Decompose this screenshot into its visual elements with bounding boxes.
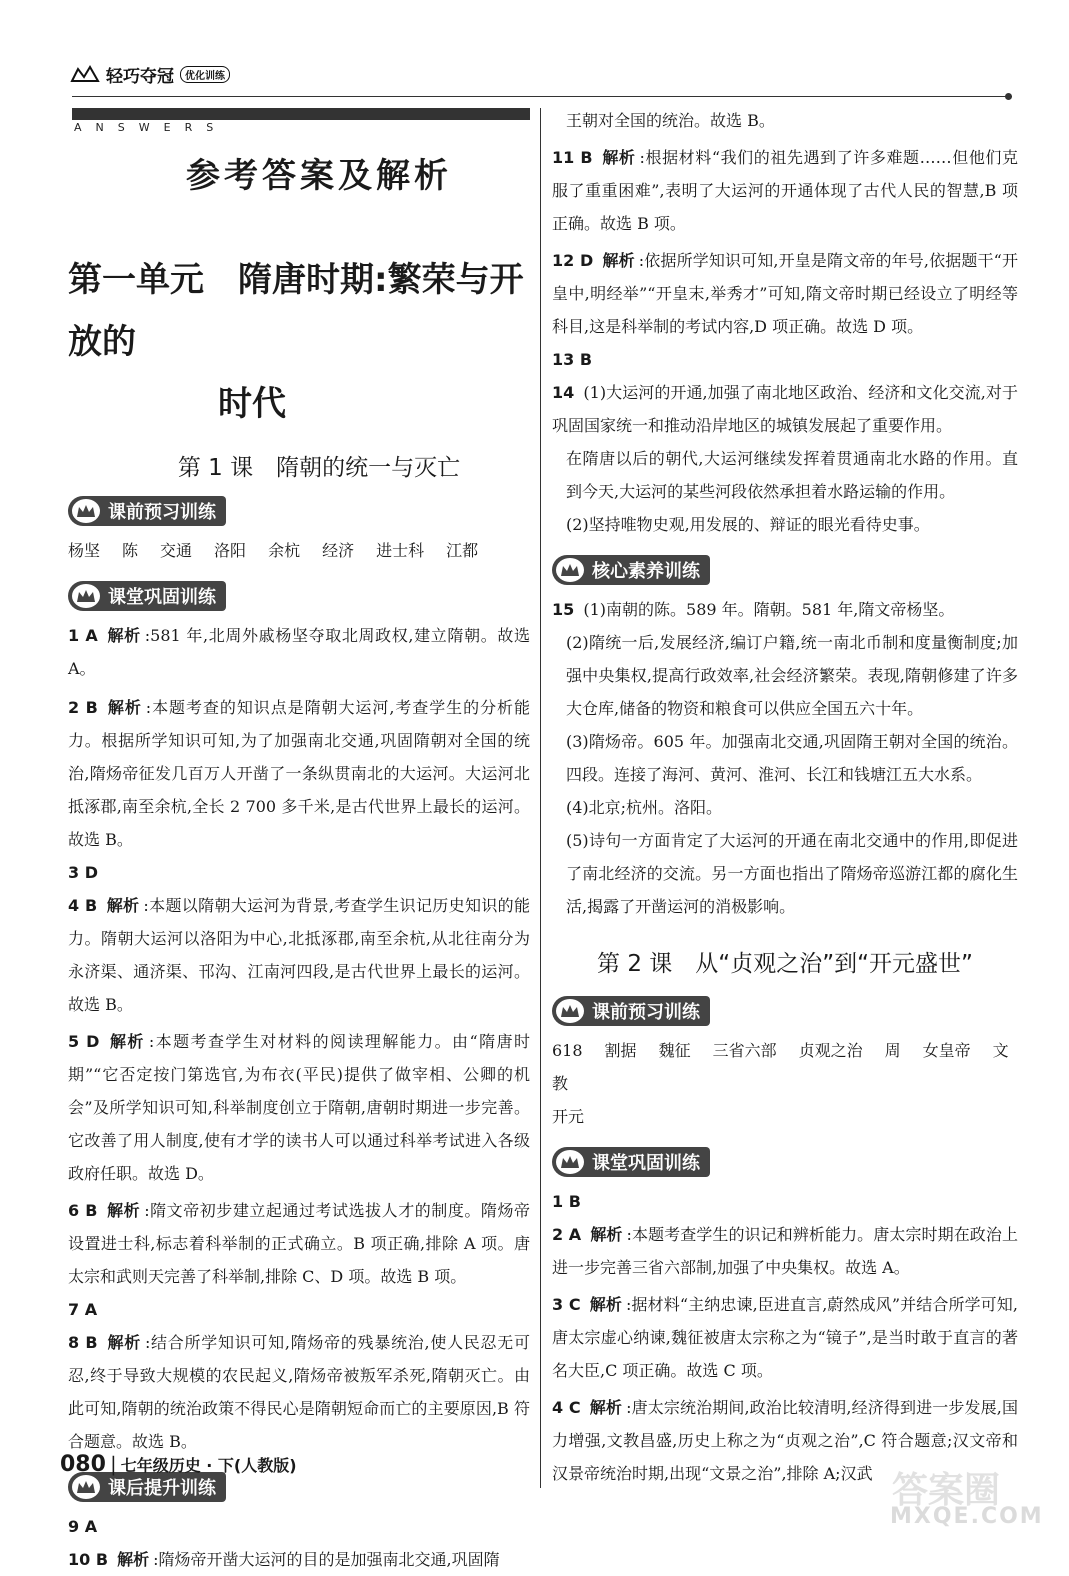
- answer-item: 进士科: [376, 541, 425, 560]
- question-number: 2 A: [552, 1225, 582, 1244]
- answer-item: 文教: [552, 1041, 1009, 1093]
- question-number: 1 B: [552, 1192, 581, 1211]
- page-number: 080: [60, 1452, 106, 1477]
- answer-q15-p2: (2)隋统一后,发展经济,编订户籍,统一南北币制和度量衡制度;加强中央集权,提高行政效率,社会经济繁荣。表现,隋朝修建了许多大仓库,储备的物资和粮食可以供应全国五六十年。: [566, 633, 1018, 718]
- brand: [70, 62, 230, 87]
- answer-text: :依据所学知识可知,开皇是隋文帝的年号,依据题干“开皇中,明经举”“开皇末,举秀才”可知,隋文帝时期已经设立了明经等科目,这是科举制的考试内容,D 项正确。故选 D 项。: [552, 251, 1018, 336]
- question-number: 5 D: [68, 1032, 100, 1051]
- answer-item: 陈: [122, 541, 139, 560]
- answer-item: 杨坚: [68, 541, 101, 560]
- answer-q15-p3: (3)隋炀帝。605 年。加强南北交通,巩固隋王朝对全国的统治。四段。连接了海河、黄河、淮河、长江和钱塘江五大水系。: [566, 732, 1018, 784]
- unit-title-line1: 第一单元 隋唐时期:繁荣与开放的: [68, 260, 524, 362]
- section-label: 课堂巩固训练: [108, 587, 216, 608]
- analysis-tag: 解析: [590, 1225, 623, 1244]
- analysis-tag: 解析: [117, 1550, 150, 1569]
- question-number: 11 B: [552, 148, 593, 167]
- book-title: 七年级历史 · 下(人教版): [120, 1456, 297, 1475]
- question-number: 2 B: [68, 698, 98, 717]
- question-number: 1 A: [68, 626, 98, 645]
- answer-item: 三省六部: [712, 1041, 777, 1060]
- section-label: 课前预习训练: [108, 502, 216, 523]
- question-number: 3 D: [68, 863, 98, 882]
- section-pre-study: [68, 496, 226, 526]
- section-class-practice: [68, 581, 226, 611]
- answer-l2-q3: [552, 1288, 1018, 1387]
- question-number: 10 B: [68, 1550, 109, 1569]
- page-title: 参考答案及解析: [186, 156, 452, 196]
- analysis-tag: 解析: [107, 1201, 141, 1220]
- answer-q13: [552, 343, 1018, 376]
- watermark-logo: 答案圈: [892, 1470, 1001, 1511]
- answer-q14: [552, 376, 1018, 442]
- section-class-practice-2: [552, 1147, 710, 1177]
- section-label: 课后提升训练: [108, 1478, 216, 1499]
- section-label: 课前预习训练: [592, 1002, 700, 1023]
- header-dot: [1005, 93, 1012, 100]
- answer-q14-p3: (2)坚持唯物史观,用发展的、辩证的眼光看待史事。: [566, 515, 930, 534]
- answer-text: :根据材料“我们的祖先遇到了许多难题……但他们克服了重重困难”,表明了大运河的开通体现了古代人民的智慧,B 项正确。故选 B 项。: [552, 148, 1019, 233]
- watermark: [880, 1460, 1060, 1530]
- analysis-tag: 解析: [107, 626, 141, 645]
- analysis-tag: 解析: [589, 1398, 623, 1417]
- right-column: [552, 108, 1018, 1490]
- answer-q1: [68, 619, 530, 685]
- answer-text: :本题考查学生对材料的阅读理解能力。由“隋唐时期”“它否定按门第选官,为布衣(平民)提供了做宰相、公卿的机会”及所学知识可知,科举制度创立于隋朝,唐朝时期进一步完善。它改善了用人制度,使有才学的读书人可以通过科举考试进入各级政府任职。故选 D。: [68, 1032, 530, 1183]
- question-number: 12 D: [552, 251, 594, 270]
- answer-item: 余杭: [268, 541, 301, 560]
- crown-icon: [556, 999, 584, 1023]
- answer-item: 洛阳: [214, 541, 247, 560]
- analysis-tag: 解析: [589, 1295, 622, 1314]
- analysis-tag: 解析: [107, 698, 142, 717]
- analysis-tag: 解析: [109, 1032, 145, 1051]
- answer-q11: [552, 141, 1018, 240]
- footer-separator: |: [109, 1452, 117, 1476]
- watermark-site: MXQE.COM: [890, 1504, 1044, 1529]
- section-pre-study-2: [552, 996, 710, 1026]
- answer-text: :结合所学知识可知,隋炀帝的残暴统治,使人民忍无可忍,终于导致大规模的农民起义,隋炀帝被叛军杀死,隋朝灭亡。由此可知,隋朝的统治政策不得民心是隋朝短命而亡的主要原因,B 符合题意。故选 B。: [68, 1333, 530, 1451]
- lesson2-title: 第 2 课 从“贞观之治”到“开元盛世”: [597, 951, 973, 977]
- brand-name: 轻巧夺冠: [106, 67, 174, 87]
- analysis-tag: 解析: [106, 896, 140, 915]
- crown-icon: [72, 584, 100, 608]
- section-core-literacy: [552, 555, 710, 585]
- pre-answers: [68, 534, 530, 567]
- pre-answers-2: [552, 1034, 1018, 1133]
- answer-item: 女皇帝: [922, 1041, 971, 1060]
- left-column: [68, 108, 530, 1576]
- answer-q10-continued: 王朝对全国的统治。故选 B。: [566, 111, 775, 130]
- answers-label: ANSWERS: [74, 121, 228, 134]
- brand-logo-icon: [70, 65, 100, 85]
- lesson1-title: 第 1 课 隋朝的统一与灭亡: [177, 455, 461, 481]
- answer-text: :隋文帝初步建立起通过考试选拔人才的制度。隋炀帝设置进士科,标志着科举制的正式确立。B 项正确,排除 A 项。唐太宗和武则天完善了科举制,排除 C、D 项。故选 B 项。: [68, 1201, 530, 1286]
- answer-q15-p4: (4)北京;杭州。洛阳。: [566, 798, 723, 817]
- page-footer: [60, 1452, 297, 1477]
- answer-text: (1)南朝的陈。589 年。隋朝。581 年,隋文帝杨坚。: [583, 600, 955, 619]
- answer-q10: [68, 1543, 530, 1576]
- answer-q3: [68, 856, 530, 889]
- answer-q5: [68, 1025, 530, 1190]
- crown-icon: [72, 499, 100, 523]
- answer-item: 交通: [160, 541, 193, 560]
- answer-text: :本题以隋朝大运河为背景,考查学生识记历史知识的能力。隋朝大运河以洛阳为中心,北抵涿郡,南至余杭,从北往南分为永济渠、通济渠、邗沟、江南河四段,是古代世界上最长的运河。故选 B。: [68, 896, 530, 1014]
- unit-title: [68, 249, 530, 435]
- question-number: 9 A: [68, 1517, 98, 1536]
- answer-q12: [552, 244, 1018, 343]
- answer-q7: [68, 1293, 530, 1326]
- question-number: 3 C: [552, 1295, 581, 1314]
- answer-item: 魏征: [658, 1041, 691, 1060]
- answer-q15: [552, 593, 1018, 626]
- answer-q4: [68, 889, 530, 1021]
- answers-bar: [72, 108, 530, 120]
- answer-item: 经济: [322, 541, 355, 560]
- answer-item: 贞观之治: [798, 1041, 863, 1060]
- answer-q6: [68, 1194, 530, 1293]
- section-label: 课堂巩固训练: [592, 1153, 700, 1174]
- answer-text: (1)大运河的开通,加强了南北地区政治、经济和文化交流,对于巩固国家统一和推动沿岸地区的城镇发展起了重要作用。: [552, 383, 1018, 435]
- answer-q9: [68, 1510, 530, 1543]
- answer-text: :581 年,北周外戚杨坚夺取北周政权,建立隋朝。故选 A。: [68, 626, 530, 678]
- question-number: 4 B: [68, 896, 98, 915]
- answer-text: :据材料“主纳忠谏,臣进直言,蔚然成风”并结合所学可知,唐太宗虚心纳谏,魏征被唐太宗称之为“镜子”,是当时敢于直言的著名大臣,C 项正确。故选 C 项。: [552, 1295, 1018, 1380]
- crown-icon: [556, 1150, 584, 1174]
- answer-q15-p5: (5)诗句一方面肯定了大运河的开通在南北交通中的作用,即促进了南北经济的交流。另一方面也指出了隋炀帝巡游江都的腐化生活,揭露了开凿运河的消极影响。: [566, 831, 1018, 916]
- page-header: [62, 60, 1012, 100]
- question-number: 13 B: [552, 350, 593, 369]
- answer-l2-q2: [552, 1218, 1018, 1284]
- answer-item: 618: [552, 1041, 583, 1060]
- question-number: 8 B: [68, 1333, 98, 1352]
- answer-item: 开元: [552, 1107, 585, 1126]
- header-rule: [72, 96, 1012, 97]
- answer-text: :唐太宗统治期间,政治比较清明,经济得到进一步发展,国力增强,文教昌盛,历史上称之为“贞观之治”,C 符合题意;汉文帝和汉景帝统治时期,出现“文景之治”,排除 A;汉武: [552, 1398, 1018, 1483]
- answer-l2-q1: [552, 1185, 1018, 1218]
- answer-text: :本题考查学生的识记和辨析能力。唐太宗时期在政治上进一步完善三省六部制,加强了中央集权。故选 A。: [552, 1225, 1018, 1277]
- question-number: 15: [552, 600, 575, 619]
- answer-q8: [68, 1326, 530, 1458]
- answer-text: :隋炀帝开凿大运河的目的是加强南北交通,巩固隋: [153, 1550, 500, 1569]
- analysis-tag: 解析: [107, 1333, 141, 1352]
- crown-icon: [556, 558, 584, 582]
- question-number: 4 C: [552, 1398, 581, 1417]
- analysis-tag: 解析: [602, 148, 636, 167]
- answer-q14-p2: 在隋唐以后的朝代,大运河继续发挥着贯通南北水路的作用。直到今天,大运河的某些河段依然承担着水路运输的作用。: [566, 449, 1018, 501]
- brand-tag: 优化训练: [180, 66, 230, 83]
- column-divider: [540, 108, 541, 1488]
- analysis-tag: 解析: [602, 251, 635, 270]
- answer-item: 割据: [604, 1041, 637, 1060]
- question-number: 7 A: [68, 1300, 98, 1319]
- answer-text: :本题考查的知识点是隋朝大运河,考查学生的分析能力。根据所学知识可知,为了加强南北交通,巩固隋朝对全国的统治,隋炀帝征发几百万人开凿了一条纵贯南北的大运河。大运河北抵涿郡,南至余杭,全长 2 700 多千米,是古代世界上最长的运河。故选 B。: [68, 698, 530, 849]
- answer-item: 江都: [446, 541, 479, 560]
- answer-q2: [68, 691, 530, 856]
- answer-item: 周: [884, 1041, 901, 1060]
- section-label: 核心素养训练: [592, 561, 700, 582]
- crown-icon: [72, 1475, 100, 1499]
- question-number: 14: [552, 383, 575, 402]
- unit-title-line2: 时代: [218, 384, 286, 424]
- question-number: 6 B: [68, 1201, 98, 1220]
